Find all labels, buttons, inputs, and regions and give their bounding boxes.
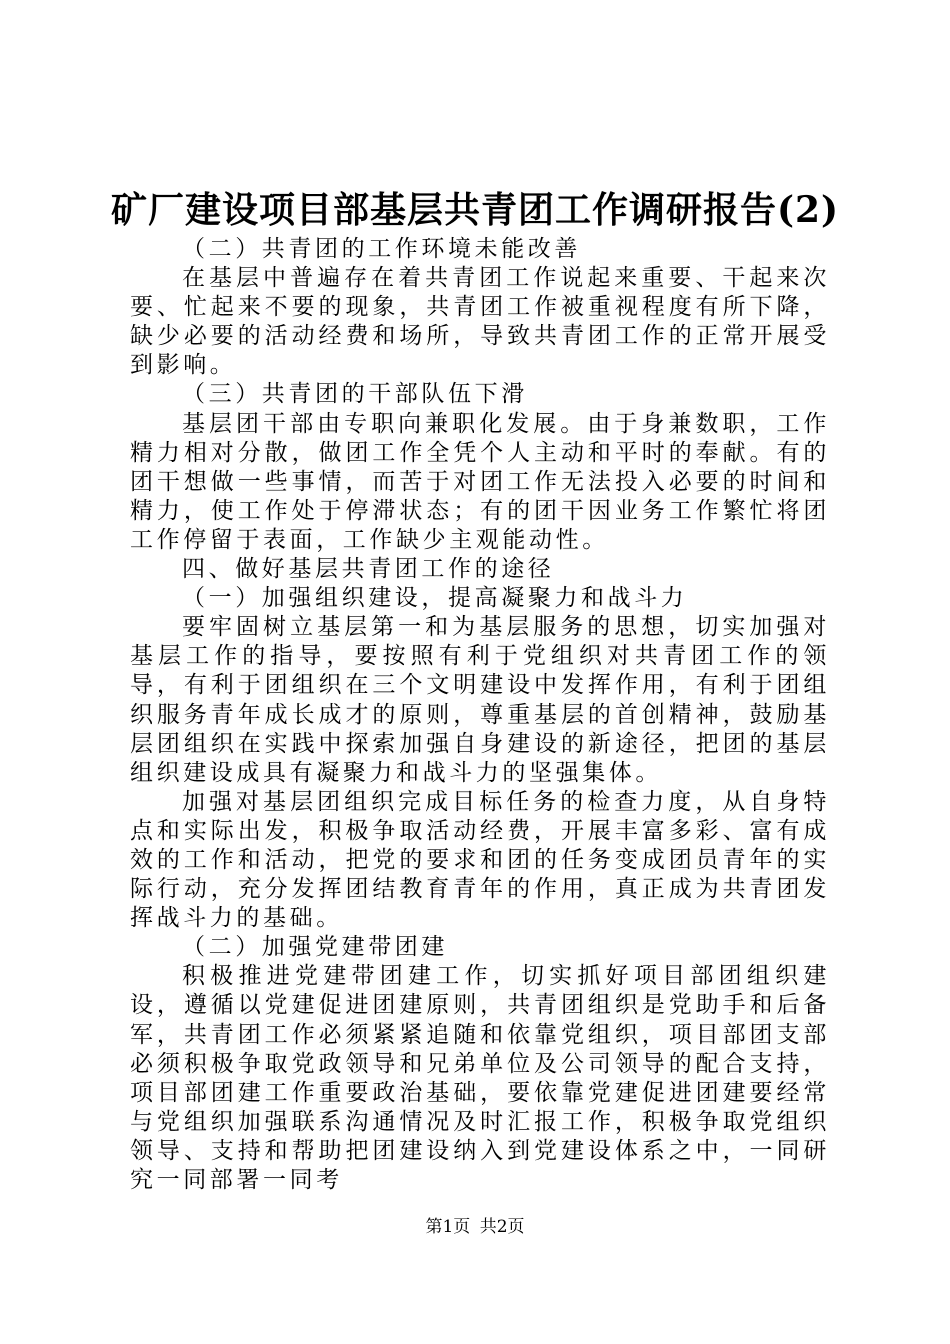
section-heading: （一）加强组织建设，提高凝聚力和战斗力 [182,585,688,612]
document-body [130,235,830,1195]
document-title: 矿厂建设项目部基层共青团工作调研报告(2) [110,189,840,231]
section-heading: 四、做好基层共青团工作的途径 [182,556,555,583]
page-total: 共2页 [479,1217,525,1237]
body-paragraph: 基层团干部由专职向兼职化发展。由于身兼数职，工作精力相对分散，做团工作全凭个人主动和平时的奉献。有的团干想做一些事情，而苦于对团工作无法投入必要的时间和精力，使工作处于停滞状态；有的团干因业务工作繁忙将团工作停留于表面，工作缺少主观能动性。 [130,410,830,553]
section-heading: （三）共青团的干部队伍下滑 [182,381,528,408]
body-paragraph: 积极推进党建带团建工作，切实抓好项目部团组织建设，遵循以党建促进团建原则，共青团组织是党助手和后备军，共青团工作必须紧紧追随和依靠党组织，项目部团支部必须积极争取党政领导和兄弟单位及公司领导的配合支持，项目部团建工作重要政治基础，要依靠党建促进团建要经常与党组织加强联系沟通情况及时汇报工作，积极争取党组织领导、支持和帮助把团建设纳入到党建设体系之中，一同研究一同部署一同考 [130,963,830,1193]
page-number: 第1页 [425,1217,471,1237]
body-paragraph: 加强对基层团组织完成目标任务的检查力度，从自身特点和实际出发，积极争取活动经费，开展丰富多彩、富有成效的工作和活动，把党的要求和团的任务变成团员青年的实际行动，充分发挥团结教育青年的作用，真正成为共青团发挥战斗力的基础。 [130,788,830,932]
body-paragraph: 在基层中普遍存在着共青团工作说起来重要、干起来次要、忙起来不要的现象，共青团工作被重视程度有所下降，缺少必要的活动经费和场所，导致共青团工作的正常开展受到影响。 [130,265,830,379]
body-paragraph: 要牢固树立基层第一和为基层服务的思想，切实加强对基层工作的指导，要按照有利于党组织对共青团工作的领导，有利于团组织在三个文明建设中发挥作用，有利于团组织服务青年成长成才的原则，尊重基层的首创精神，鼓励基层团组织在实践中探索加强自身建设的新途径，把团的基层组织建设成具有凝聚力和战斗力的坚强集体。 [130,614,830,786]
section-heading: （二）共青团的工作环境未能改善 [182,236,581,262]
section-heading: （二）加强党建带团建 [182,934,448,961]
page-footer [0,1216,950,1238]
